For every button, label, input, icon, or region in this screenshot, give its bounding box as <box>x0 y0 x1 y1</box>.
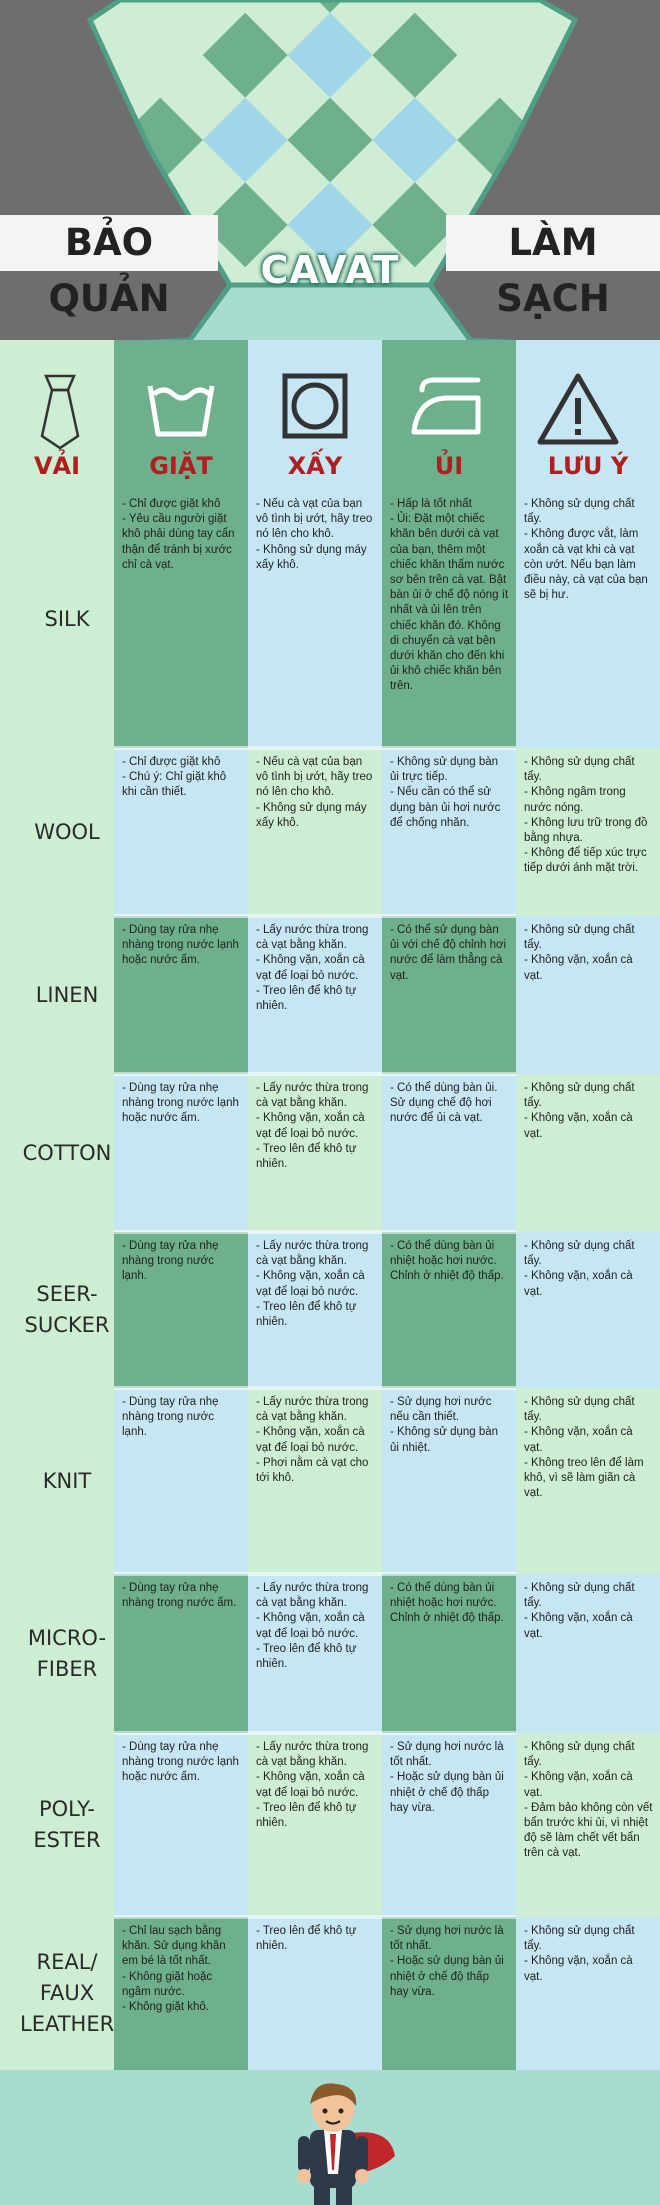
businessman-illustration <box>270 2078 400 2205</box>
note-cell: - Không sử dụng chất tẩy. - Không vặn, xoắn cà vạt. <box>516 1917 660 2070</box>
wash-cell: - Chỉ được giặt khô - Yêu cầu người giặt khô phải dùng tay cẩn thận để tránh bị xước chỉ cà vạt. <box>114 490 248 748</box>
note-cell: - Không sử dụng chất tẩy. - Không vặn, xoắn cà vạt. <box>516 1232 660 1388</box>
iron-cell: - Sử dụng hơi nước là tốt nhất. - Hoặc sử dụng bàn ủi nhiệt ở chế độ thấp hay vừa. <box>382 1917 516 2070</box>
iron-icon <box>408 376 492 438</box>
banner-right: LÀM SẠCH <box>446 215 660 271</box>
header-fabric: VẢI <box>33 452 81 480</box>
fabric-name: MICRO- FIBER <box>27 1625 107 1681</box>
row-divider <box>114 1386 516 1390</box>
note-cell: - Không sử dụng chất tẩy. - Không vặn, xoắn cà vạt. - Không treo lên để làm khô, vì sẽ làm giãn cà vạt. <box>516 1388 660 1574</box>
dry-cell: - Lấy nước thừa trong cà vạt bằng khăn. - Không vặn, xoắn cà vạt để loại bỏ nước. - Phơi nằm cà vạt cho tới khô. <box>248 1388 382 1574</box>
row-divider <box>114 1072 516 1076</box>
note-cell: - Không sử dụng chất tẩy. - Không vặn, xoắn cà vạt. - Đảm bảo không còn vết bẩn trước khi ủi, vì nhiệt độ sẽ làm chết vết bẩn trên cà vạt. <box>516 1733 660 1917</box>
dry-cell: - Treo lên để khô tự nhiên. <box>248 1917 382 2070</box>
iron-cell: - Có thể dùng bàn ủi nhiệt hoặc hơi nước. Chỉnh ở nhiệt độ thấp. <box>382 1232 516 1388</box>
iron-cell: - Có thể dùng bàn ủi nhiệt hoặc hơi nước. Chỉnh ở nhiệt độ thấp. <box>382 1574 516 1733</box>
row-divider <box>114 1915 516 1919</box>
wash-cell: - Dùng tay rửa nhẹ nhàng trong nước lạnh hoặc nước ấm. <box>114 916 248 1074</box>
wash-cell: - Chỉ được giặt khô - Chú ý: Chỉ giặt khô khi cần thiết. <box>114 748 248 916</box>
dry-cell: - Lấy nước thừa trong cà vạt bằng khăn. - Không vặn, xoắn cà vạt để loại bỏ nước. - Treo lên để khô tự nhiên. <box>248 1574 382 1733</box>
wash-cell: - Dùng tay rửa nhẹ nhàng trong nước lạnh. <box>114 1388 248 1574</box>
fabric-name: REAL/ FAUX LEATHER <box>20 1950 115 2036</box>
warning-icon <box>536 372 620 446</box>
dry-cell: - Lấy nước thừa trong cà vạt bằng khăn. - Không vặn, xoắn cà vạt để loại bỏ nước. - Treo lên để khô tự nhiên. <box>248 1074 382 1232</box>
dry-cell: - Lấy nước thừa trong cà vạt bằng khăn. - Không vặn, xoắn cà vạt để loại bỏ nước. - Treo lên để khô tự nhiên. <box>248 916 382 1074</box>
banner-left: BẢO QUẢN <box>0 215 218 271</box>
dry-cell: - Lấy nước thừa trong cà vạt bằng khăn. - Không vặn, xoắn cà vạt để loại bỏ nước. - Treo lên để khô tự nhiên. <box>248 1232 382 1388</box>
note-cell: - Không sử dụng chất tẩy. - Không vặn, xoắn cà vạt. <box>516 1574 660 1733</box>
row-divider <box>114 1230 516 1234</box>
header-wash: GIẶT <box>149 452 213 480</box>
note-cell: - Không sử dụng chất tẩy. - Không vặn, xoắn cà vạt. <box>516 916 660 1074</box>
wash-cell: - Dùng tay rửa nhẹ nhàng trong nước lạnh hoặc nước ấm. <box>114 1733 248 1917</box>
note-cell: - Không sử dụng chất tẩy. - Không ngâm trong nước nóng. - Không lưu trữ trong đồ bằng nhựa. - Không để tiếp xúc trực tiếp dưới ánh mặt trời. <box>516 748 660 916</box>
wash-cell: - Dùng tay rửa nhẹ nhàng trong nước lạnh. <box>114 1232 248 1388</box>
row-divider <box>114 1731 516 1735</box>
dry-cell: - Lấy nước thừa trong cà vạt bằng khăn. - Không vặn, xoắn cà vạt để loại bỏ nước. - Treo lên để khô tự nhiên. <box>248 1733 382 1917</box>
iron-cell: - Có thể dùng bàn ủi. Sử dụng chế độ hơi nước để ủi cà vạt. <box>382 1074 516 1232</box>
dry-cell: - Nếu cà vạt của bạn vô tình bị ướt, hãy treo nó lên cho khô. - Không sử dụng máy xấy khô. <box>248 490 382 748</box>
wash-cell: - Dùng tay rửa nhẹ nhàng trong nước ấm. <box>114 1574 248 1733</box>
header-iron: ỦI <box>434 452 464 480</box>
dry-cell: - Nếu cà vạt của bạn vô tình bị ướt, hãy treo nó lên cho khô. - Không sử dụng máy xấy khô. <box>248 748 382 916</box>
fabric-name: SEER- SUCKER <box>24 1282 110 1337</box>
wash-cell: - Dùng tay rửa nhẹ nhàng trong nước lạnh hoặc nước ấm. <box>114 1074 248 1232</box>
wash-cell: - Chỉ lau sạch bằng khăn. Sử dụng khăn em bé là tốt nhất. - Không giặt hoặc ngâm nước. - Không giặt khô. <box>114 1917 248 2070</box>
row-divider <box>114 746 516 750</box>
note-cell: - Không sử dụng chất tẩy. - Không được vắt, làm xoắn cà vạt khi cà vạt còn ướt. Nếu bạn làm điều này, cà vạt của bạn sẽ bị hư. <box>516 490 660 748</box>
fabric-name: POLY- ESTER <box>33 1797 101 1852</box>
row-divider <box>114 914 516 918</box>
fabric-name: SILK <box>44 606 90 631</box>
iron-cell: - Có thể sử dụng bàn ủi với chế độ chỉnh hơi nước để làm thẳng cà vạt. <box>382 916 516 1074</box>
iron-cell: - Sử dụng hơi nước nếu cần thiết. - Không sử dụng bàn ủi nhiệt. <box>382 1388 516 1574</box>
iron-cell: - Sử dụng hơi nước là tốt nhất. - Hoặc sử dụng bàn ủi nhiệt ở chế độ thấp hay vừa. <box>382 1733 516 1917</box>
title-cavat: CAVAT <box>260 248 400 292</box>
iron-cell: - Không sử dụng bàn ủi trực tiếp. - Nếu cần có thể sử dụng bàn ủi hơi nước để chống nhăn. <box>382 748 516 916</box>
tie-icon <box>38 372 82 450</box>
fabric-name: LINEN <box>35 982 99 1007</box>
row-divider <box>114 1572 516 1576</box>
wash-tub-icon <box>146 372 216 442</box>
note-cell: - Không sử dụng chất tẩy. - Không vặn, xoắn cà vạt. <box>516 1074 660 1232</box>
fabric-name: WOOL <box>34 819 100 844</box>
iron-cell: - Hấp là tốt nhất - Ủi: Đặt một chiếc khăn bên dưới cà vạt của bạn, thêm một chiếc khăn thấm nước sơ bên trên cà vạt. Bật bàn ủi ở chế độ nóng ít nhất và ủi lên trên chiếc khăn đó. Không di chuyển cà vạt bên dưới khăn cho đến khi ủi khô chiếc khăn bên trên. <box>382 490 516 748</box>
header-dry: XẤY <box>287 452 343 480</box>
header-note: LƯU Ý <box>547 452 629 480</box>
fabric-name: COTTON <box>22 1140 112 1165</box>
fabric-name: KNIT <box>42 1468 92 1493</box>
tumble-dry-icon <box>281 372 349 440</box>
